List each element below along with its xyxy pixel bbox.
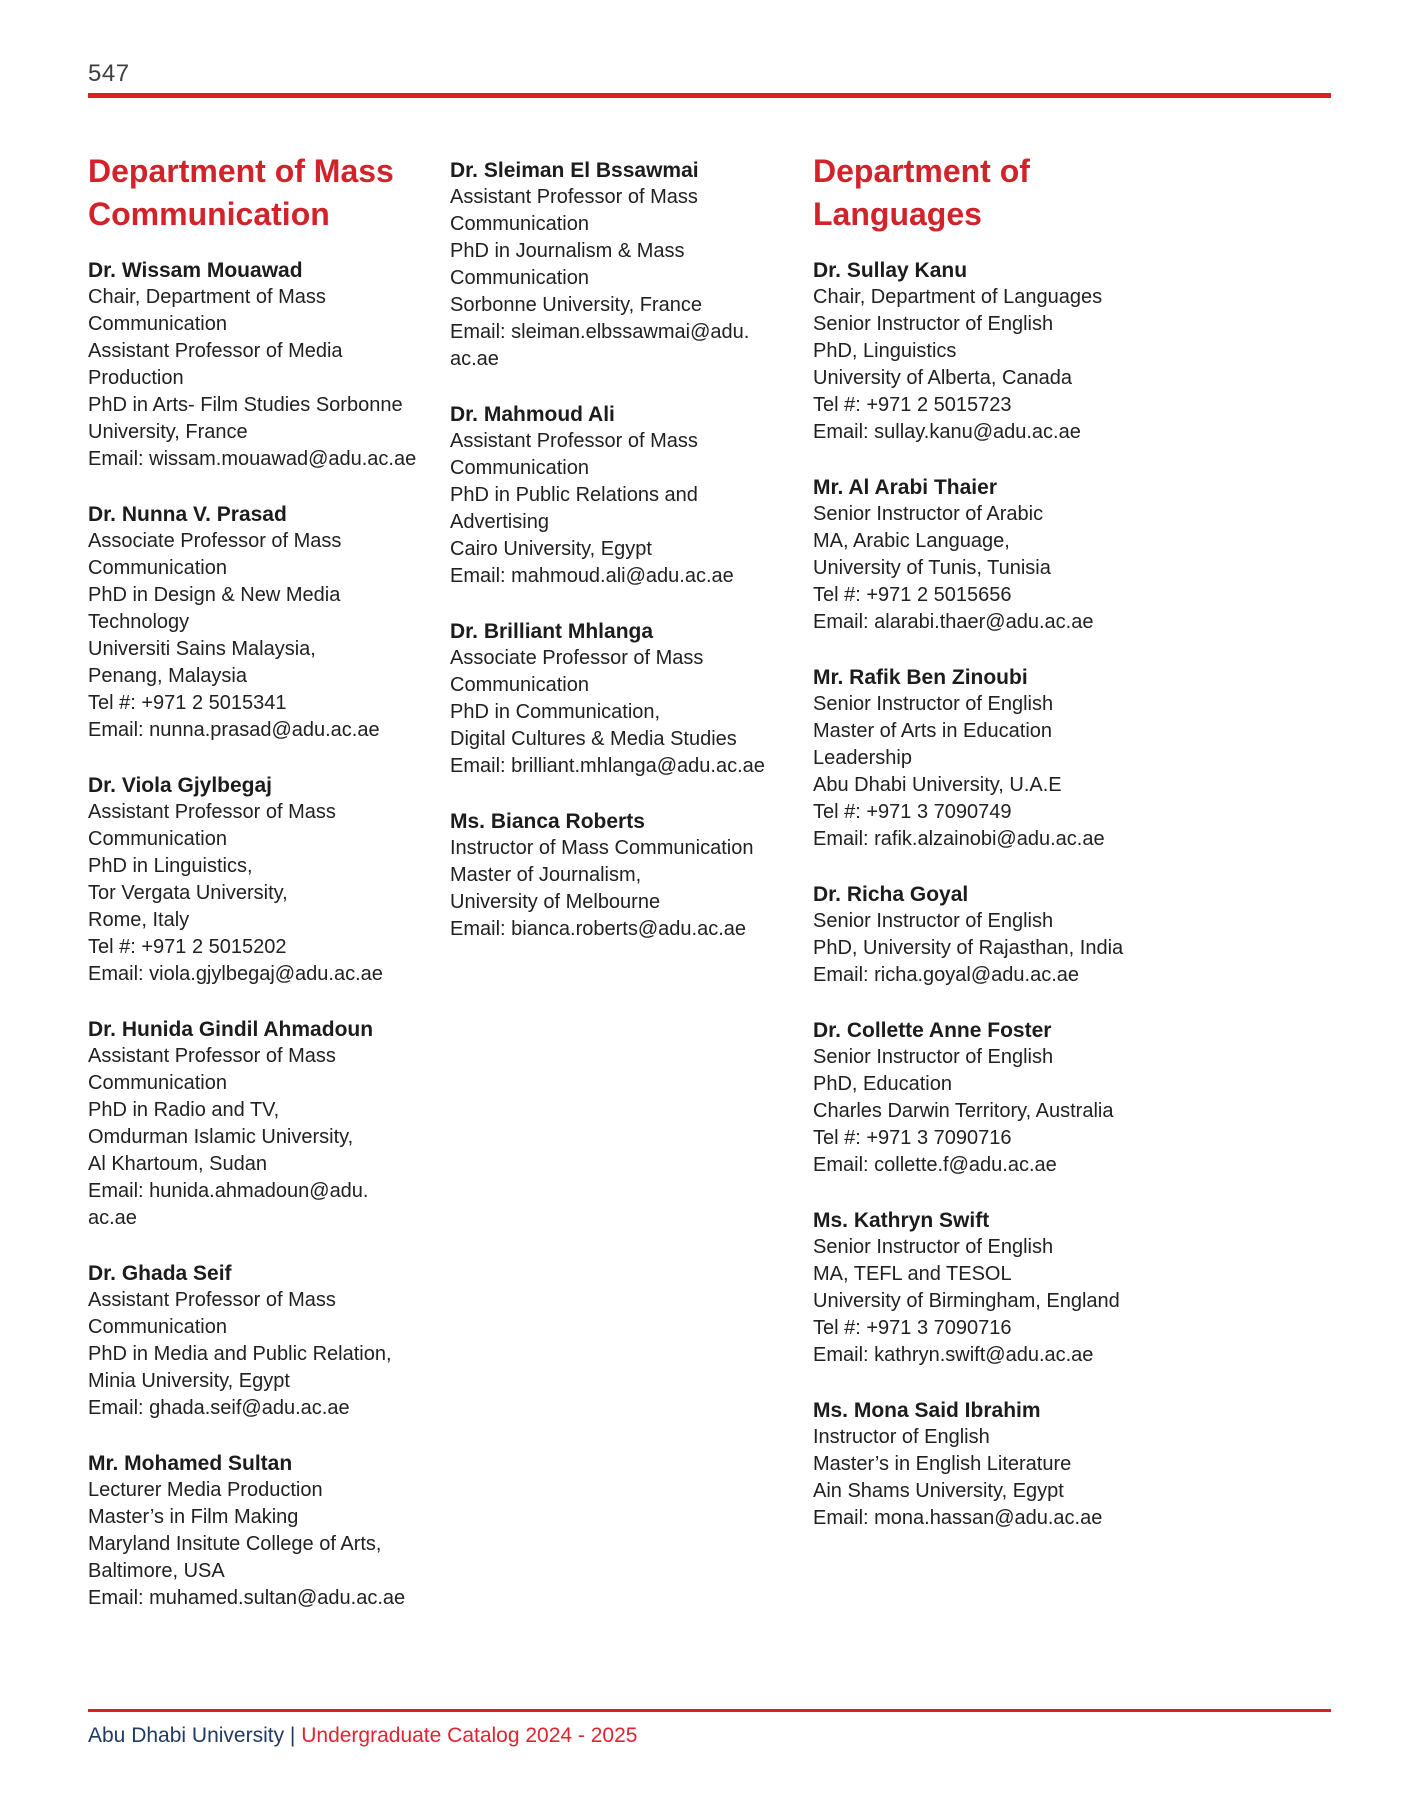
faculty-entry xyxy=(88,257,450,473)
faculty-detail-line: University of Alberta, Canada xyxy=(813,367,1073,389)
faculty-name: Dr. Viola Gjylbegaj xyxy=(88,774,273,797)
faculty-detail-line: Communication xyxy=(88,557,227,579)
faculty-detail-line: Assistant Professor of Mass xyxy=(450,430,698,452)
faculty-entry xyxy=(813,474,1253,636)
faculty-detail-line: Digital Cultures & Media Studies xyxy=(450,728,737,750)
faculty-detail-line: ac.ae xyxy=(450,348,499,370)
column-languages xyxy=(813,150,1253,1612)
faculty-entry xyxy=(813,664,1253,853)
department-heading xyxy=(88,150,450,236)
faculty-detail-line: Assistant Professor of Mass xyxy=(450,186,698,208)
faculty-entry xyxy=(813,1017,1253,1179)
faculty-detail-line: PhD in Arts- Film Studies Sorbonne xyxy=(88,394,403,416)
faculty-detail-line: Chair, Department of Mass xyxy=(88,286,326,308)
faculty-detail-line: Cairo University, Egypt xyxy=(450,538,652,560)
faculty-detail-line: PhD, Linguistics xyxy=(813,340,957,362)
faculty-email-line: Email: ghada.seif@adu.ac.ae xyxy=(88,1397,350,1419)
faculty-detail-line: Leadership xyxy=(813,747,912,769)
faculty-detail-line: Senior Instructor of Arabic xyxy=(813,503,1044,525)
faculty-detail-line: Advertising xyxy=(450,511,549,533)
faculty-name: Dr. Collette Anne Foster xyxy=(813,1019,1052,1042)
faculty-entry xyxy=(813,881,1253,989)
faculty-detail-line: Communication xyxy=(450,213,589,235)
faculty-entry xyxy=(88,772,450,988)
faculty-detail-line: Senior Instructor of English xyxy=(813,910,1054,932)
faculty-email-line: Email: sullay.kanu@adu.ac.ae xyxy=(813,421,1081,443)
faculty-detail-line: Master of Arts in Education xyxy=(813,720,1053,742)
faculty-detail-line: University, France xyxy=(88,421,248,443)
faculty-detail-line: Lecturer Media Production xyxy=(88,1479,323,1501)
faculty-detail-line: PhD in Radio and TV, xyxy=(88,1099,280,1121)
faculty-entry xyxy=(88,1260,450,1422)
faculty-detail-line: Minia University, Egypt xyxy=(88,1370,290,1392)
faculty-detail-line: Instructor of Mass Communication xyxy=(450,837,754,859)
faculty-detail-line: Baltimore, USA xyxy=(88,1560,225,1582)
faculty-detail-line: Universiti Sains Malaysia, xyxy=(88,638,316,660)
department-heading-line: Languages xyxy=(813,196,982,232)
faculty-detail-line: Penang, Malaysia xyxy=(88,665,247,687)
faculty-entry xyxy=(813,257,1253,446)
faculty-name: Dr. Richa Goyal xyxy=(813,883,969,906)
footer-separator: | xyxy=(284,1724,302,1747)
footer-rule-divider xyxy=(88,1709,1331,1712)
faculty-detail-line: Abu Dhabi University, U.A.E xyxy=(813,774,1062,796)
faculty-detail-line: PhD in Linguistics, xyxy=(88,855,253,877)
faculty-name: Mr. Mohamed Sultan xyxy=(88,1452,293,1475)
faculty-detail-line: University of Tunis, Tunisia xyxy=(813,557,1051,579)
footer xyxy=(88,1722,637,1749)
faculty-name: Ms. Kathryn Swift xyxy=(813,1209,990,1232)
faculty-name: Dr. Sullay Kanu xyxy=(813,259,968,282)
department-heading-line: Communication xyxy=(88,196,330,232)
faculty-email-line: Email: hunida.ahmadoun@adu. xyxy=(88,1180,369,1202)
faculty-name: Dr. Wissam Mouawad xyxy=(88,259,303,282)
faculty-tel-line: Tel #: +971 2 5015341 xyxy=(88,692,287,714)
faculty-detail-line: PhD in Media and Public Relation, xyxy=(88,1343,392,1365)
page-number: 547 xyxy=(88,60,130,87)
faculty-entry xyxy=(450,157,813,373)
faculty-entry xyxy=(813,1207,1253,1369)
faculty-detail-line: PhD in Communication, xyxy=(450,701,661,723)
faculty-email-line: Email: sleiman.elbssawmai@adu. xyxy=(450,321,750,343)
faculty-name: Mr. Al Arabi Thaier xyxy=(813,476,997,499)
faculty-detail-line: Assistant Professor of Mass xyxy=(88,801,336,823)
faculty-name: Dr. Hunida Gindil Ahmadoun xyxy=(88,1018,374,1041)
faculty-detail-line: Associate Professor of Mass xyxy=(450,647,704,669)
faculty-email-line: Email: mahmoud.ali@adu.ac.ae xyxy=(450,565,734,587)
faculty-detail-line: Chair, Department of Languages xyxy=(813,286,1103,308)
faculty-detail-line: Rome, Italy xyxy=(88,909,190,931)
faculty-name: Dr. Ghada Seif xyxy=(88,1262,232,1285)
faculty-email-line: Email: collette.f@adu.ac.ae xyxy=(813,1154,1057,1176)
faculty-detail-line: Communication xyxy=(88,1316,227,1338)
faculty-detail-line: Master of Journalism, xyxy=(450,864,642,886)
faculty-entry xyxy=(88,501,450,744)
faculty-detail-line: PhD, Education xyxy=(813,1073,952,1095)
faculty-detail-line: Associate Professor of Mass xyxy=(88,530,342,552)
faculty-detail-line: MA, Arabic Language, xyxy=(813,530,1010,552)
top-rule-divider xyxy=(88,93,1331,98)
faculty-email-line: Email: bianca.roberts@adu.ac.ae xyxy=(450,918,747,940)
faculty-entry xyxy=(450,808,813,943)
faculty-detail-line: Production xyxy=(88,367,184,389)
faculty-detail-line: Assistant Professor of Media xyxy=(88,340,343,362)
faculty-detail-line: Master’s in Film Making xyxy=(88,1506,299,1528)
faculty-email-line: Email: nunna.prasad@adu.ac.ae xyxy=(88,719,380,741)
department-heading-line: Department of xyxy=(813,153,1030,189)
faculty-name: Dr. Nunna V. Prasad xyxy=(88,503,287,526)
faculty-detail-line: Sorbonne University, France xyxy=(450,294,702,316)
faculty-detail-line: Communication xyxy=(88,1072,227,1094)
footer-catalog-title: Undergraduate Catalog 2024 - 2025 xyxy=(301,1724,638,1747)
faculty-detail-line: Communication xyxy=(88,313,227,335)
faculty-detail-line: Senior Instructor of English xyxy=(813,1046,1054,1068)
faculty-email-line: Email: viola.gjylbegaj@adu.ac.ae xyxy=(88,963,383,985)
faculty-name: Dr. Sleiman El Bssawmai xyxy=(450,159,699,182)
faculty-tel-line: Tel #: +971 3 7090716 xyxy=(813,1127,1012,1149)
faculty-detail-line: Senior Instructor of English xyxy=(813,313,1054,335)
faculty-detail-line: Communication xyxy=(450,267,589,289)
faculty-detail-line: University of Birmingham, England xyxy=(813,1290,1120,1312)
faculty-tel-line: Tel #: +971 2 5015723 xyxy=(813,394,1012,416)
faculty-entry xyxy=(88,1450,450,1612)
faculty-name: Dr. Mahmoud Ali xyxy=(450,403,615,426)
faculty-email-line: Email: richa.goyal@adu.ac.ae xyxy=(813,964,1079,986)
faculty-detail-line: Communication xyxy=(88,828,227,850)
faculty-entry xyxy=(450,401,813,590)
faculty-detail-line: University of Melbourne xyxy=(450,891,661,913)
faculty-tel-line: Tel #: +971 2 5015202 xyxy=(88,936,287,958)
faculty-detail-line: Ain Shams University, Egypt xyxy=(813,1480,1064,1502)
faculty-detail-line: Tor Vergata University, xyxy=(88,882,288,904)
faculty-name: Dr. Brilliant Mhlanga xyxy=(450,620,654,643)
department-heading xyxy=(813,150,1253,236)
column-mass-communication xyxy=(88,150,450,1612)
faculty-detail-line: MA, TEFL and TESOL xyxy=(813,1263,1012,1285)
faculty-email-line: Email: brilliant.mhlanga@adu.ac.ae xyxy=(450,755,765,777)
faculty-detail-line: PhD in Design & New Media xyxy=(88,584,341,606)
faculty-detail-line: Charles Darwin Territory, Australia xyxy=(813,1100,1114,1122)
faculty-detail-line: PhD, University of Rajasthan, India xyxy=(813,937,1124,959)
faculty-detail-line: PhD in Public Relations and xyxy=(450,484,698,506)
faculty-detail-line: Al Khartoum, Sudan xyxy=(88,1153,267,1175)
faculty-detail-line: PhD in Journalism & Mass xyxy=(450,240,685,262)
faculty-columns xyxy=(88,150,1253,1612)
faculty-email-line: Email: wissam.mouawad@adu.ac.ae xyxy=(88,448,417,470)
faculty-email-line: Email: rafik.alzainobi@adu.ac.ae xyxy=(813,828,1105,850)
footer-university-name: Abu Dhabi University xyxy=(88,1724,285,1747)
faculty-detail-line: Master’s in English Literature xyxy=(813,1453,1072,1475)
faculty-detail-line: Omdurman Islamic University, xyxy=(88,1126,354,1148)
faculty-detail-line: Maryland Insitute College of Arts, xyxy=(88,1533,382,1555)
faculty-name: Mr. Rafik Ben Zinoubi xyxy=(813,666,1028,689)
faculty-email-line: Email: mona.hassan@adu.ac.ae xyxy=(813,1507,1103,1529)
faculty-email-line: Email: alarabi.thaer@adu.ac.ae xyxy=(813,611,1094,633)
faculty-detail-line: Technology xyxy=(88,611,190,633)
faculty-detail-line: Communication xyxy=(450,457,589,479)
faculty-entry xyxy=(450,618,813,780)
faculty-name: Ms. Bianca Roberts xyxy=(450,810,645,833)
faculty-detail-line: Senior Instructor of English xyxy=(813,693,1054,715)
faculty-tel-line: Tel #: +971 3 7090716 xyxy=(813,1317,1012,1339)
column-mass-communication-continued xyxy=(450,150,813,1612)
faculty-entry xyxy=(88,1016,450,1232)
faculty-email-line: Email: kathryn.swift@adu.ac.ae xyxy=(813,1344,1094,1366)
department-heading-line: Department of Mass xyxy=(88,153,394,189)
faculty-detail-line: Communication xyxy=(450,674,589,696)
faculty-detail-line: Assistant Professor of Mass xyxy=(88,1289,336,1311)
faculty-detail-line: Assistant Professor of Mass xyxy=(88,1045,336,1067)
faculty-detail-line: ac.ae xyxy=(88,1207,137,1229)
faculty-tel-line: Tel #: +971 3 7090749 xyxy=(813,801,1012,823)
faculty-detail-line: Senior Instructor of English xyxy=(813,1236,1054,1258)
faculty-detail-line: Instructor of English xyxy=(813,1426,990,1448)
faculty-name: Ms. Mona Said Ibrahim xyxy=(813,1399,1041,1422)
faculty-email-line: Email: muhamed.sultan@adu.ac.ae xyxy=(88,1587,406,1609)
faculty-entry xyxy=(813,1397,1253,1532)
faculty-tel-line: Tel #: +971 2 5015656 xyxy=(813,584,1012,606)
